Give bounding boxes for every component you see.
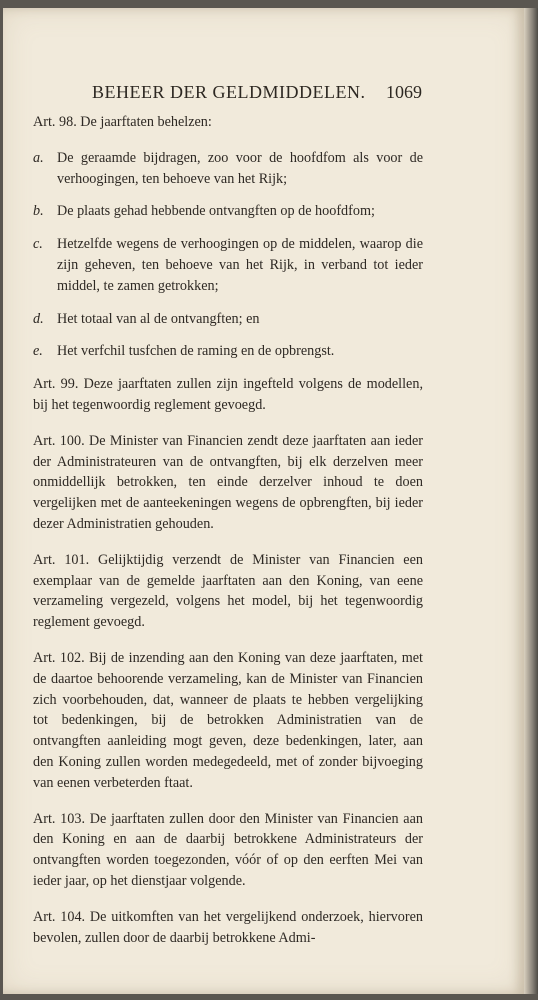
list-text: De geraamde bijdragen, zoo voor de hoofdfom als voor de verhoogingen, ten behoeve van het Rijk;: [57, 149, 423, 187]
running-title: BEHEER DER GELDMIDDELEN.: [92, 82, 366, 102]
list-marker: b.: [33, 203, 44, 220]
list-marker: e.: [33, 343, 43, 360]
article-98-intro: Art. 98. De jaarftaten behelzen:: [33, 114, 212, 130]
list-item-c: [33, 234, 423, 296]
article-103: Art. 103. De jaarftaten zullen door den Minister van Financien aan den Koning en aan de daarbij betrokkene Administrateurs der ontvangften worden toegezonden, vóór of op den eerften Mei van ieder jaar, op het dienstjaar volgende.: [33, 810, 423, 889]
article-101: Art. 101. Gelijktijdig verzendt de Minister van Financien een exemplaar van de gemelde jaarftaten aan den Koning, van eene verzameling vergezeld, volgens het model, bij het tegenwoordig reglement gevoegd.: [33, 551, 423, 631]
list-text: Het verfchil tusfchen de raming en de opbrengst.: [57, 343, 335, 360]
list-item-a: [33, 148, 423, 190]
article-104: Art. 104. De uitkomften van het vergelijkend onderzoek, hiervoren bevolen, zullen door de daarbij betrokkene Admi-: [33, 908, 423, 946]
list-text: De plaats gehad hebbende ontvangften op de hoofdfom;: [57, 203, 375, 220]
list-item-e: [33, 341, 423, 362]
running-head: [92, 82, 422, 108]
article-102: Art. 102. Bij de inzending aan den Koning van deze jaarftaten, met de daartoe behoorende verzameling, kan de Minister van Financien zich voorbehouden, dat, wanneer de plaats te hebben vergelijking tot bedenkingen, bij de betrokken Administratien van de ontvangften aanleiding mogt geven, deze bedenkingen, later, aan den Koning zullen worden medegedeeld, met of zonder bijvoeging van eenen verbeterden ftaat.: [33, 649, 423, 791]
article-99: Art. 99. Deze jaarftaten zullen zijn ingefteld volgens de modellen, bij het tegenwoordig reglement gevoegd.: [33, 376, 423, 413]
list-marker: c.: [33, 236, 43, 253]
list-marker: a.: [33, 149, 44, 166]
page-text: [33, 112, 423, 963]
article-100: Art. 100. De Minister van Financien zendt deze jaarftaten aan ieder der Administrateuren van de ontvangften, bij elk derzelven meer onmiddellijk betrokken, ten einde derzelver inhoud te doen vergelijken met de aanteekeningen wegens de opbrengften, bij ieder dezer Administratien gehouden.: [33, 432, 423, 532]
list-marker: d.: [33, 310, 44, 327]
list-item-d: [33, 309, 423, 330]
page-number: 1069: [386, 82, 422, 102]
list-text: Hetzelfde wegens de verhoogingen op de middelen, waarop die zijn geheven, ten behoeve van het Rijk, in verband tot ieder middel, te zamen getrokken;: [57, 236, 423, 294]
list-text: Het totaal van al de ontvangften; en: [57, 310, 260, 327]
list-item-b: [33, 201, 423, 222]
page-edge: [524, 8, 538, 994]
